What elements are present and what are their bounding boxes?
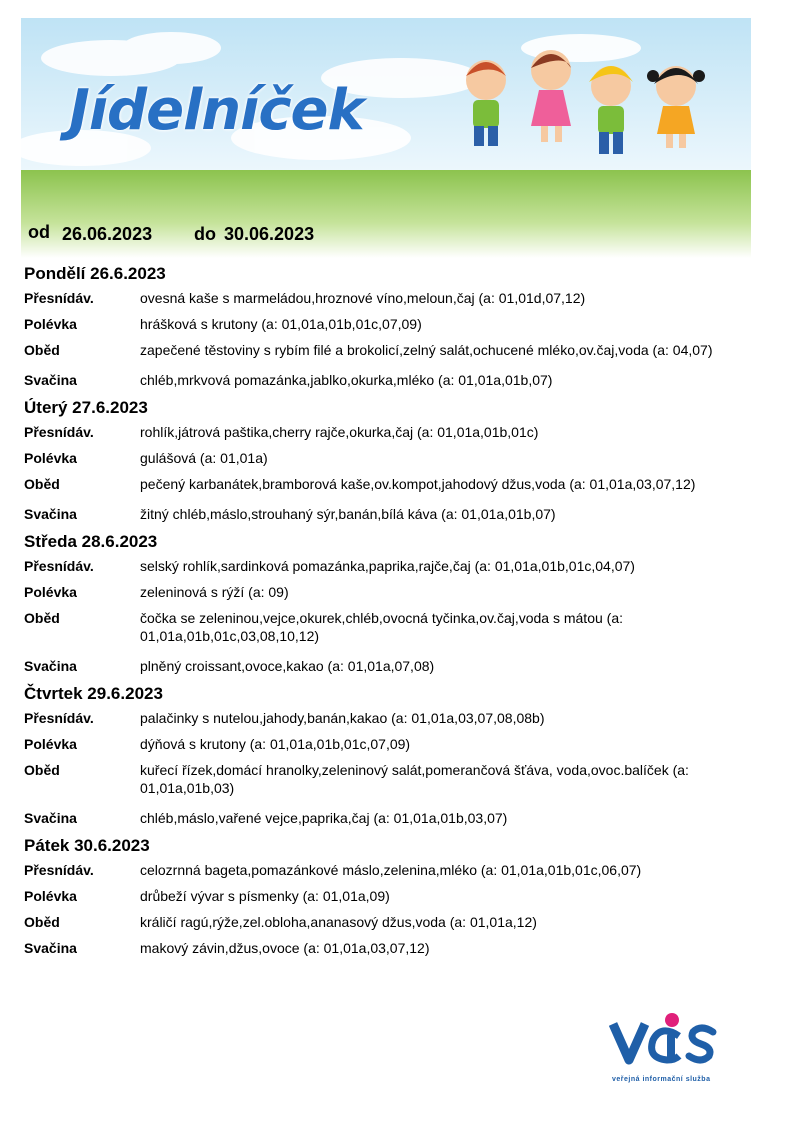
meal-snack-afternoon — [24, 657, 744, 675]
logo-subtitle: veřejná informační služba — [612, 1076, 711, 1083]
meal-text: pečený karbanátek,bramborová kaše,ov.kompot,jahodový džus,voda (a: 01,01a,03,07,12) — [140, 476, 696, 492]
meal-lunch — [24, 475, 744, 493]
meal-text: čočka se zeleninou,vejce,okurek,chléb,ovocná tyčinka,ov.čaj,voda s mátou (a: 01,01a,01b,01c,03,08,10,12) — [140, 610, 623, 644]
meal-snack-afternoon — [24, 939, 744, 957]
meal-label: Oběd — [24, 914, 60, 930]
period-to-date: 30.06.2023 — [224, 224, 315, 244]
meal-text: selský rohlík,sardinková pomazánka,paprika,rajče,čaj (a: 01,01a,01b,01c,04,07) — [140, 558, 635, 574]
meal-label: Svačina — [24, 810, 77, 826]
meal-label: Polévka — [24, 450, 77, 466]
meal-label: Svačina — [24, 506, 77, 522]
meal-text: hrášková s krutony (a: 01,01a,01b,01c,07,09) — [140, 316, 422, 332]
meal-snack-afternoon — [24, 371, 744, 389]
meal-snack-morning — [24, 557, 744, 575]
meal-label: Oběd — [24, 476, 60, 492]
period-to-label: do — [194, 224, 216, 244]
vis-logo — [609, 1010, 724, 1090]
day-title: Pondělí 26.6.2023 — [24, 264, 166, 283]
meal-label: Přesnídáv. — [24, 710, 94, 726]
header-banner — [21, 18, 751, 258]
day-monday — [24, 263, 744, 389]
meal-text: palačinky s nutelou,jahody,banán,kakao (a: 01,01a,03,07,08,08b) — [140, 710, 545, 726]
meal-soup — [24, 315, 744, 333]
meal-soup — [24, 735, 744, 753]
meal-snack-morning — [24, 423, 744, 441]
meal-soup — [24, 887, 744, 905]
meal-label: Polévka — [24, 888, 77, 904]
day-thursday — [24, 683, 744, 827]
period-from-label: od — [28, 222, 50, 242]
meal-text: chléb,máslo,vařené vejce,paprika,čaj (a: 01,01a,01b,03,07) — [140, 810, 508, 826]
meal-snack-morning — [24, 289, 744, 307]
meal-label: Polévka — [24, 584, 77, 600]
meal-text: ovesná kaše s marmeládou,hroznové víno,meloun,čaj (a: 01,01d,07,12) — [140, 290, 586, 306]
meal-text: žitný chléb,máslo,strouhaný sýr,banán,bílá káva (a: 01,01a,01b,07) — [140, 506, 556, 522]
meal-text: chléb,mrkvová pomazánka,jablko,okurka,mléko (a: 01,01a,01b,07) — [140, 372, 553, 388]
meal-lunch — [24, 913, 744, 931]
meal-label: Oběd — [24, 342, 60, 358]
meal-snack-afternoon — [24, 809, 744, 827]
day-title: Středa 28.6.2023 — [24, 532, 158, 551]
meal-lunch — [24, 341, 744, 359]
meal-lunch — [24, 609, 744, 645]
meal-label: Svačina — [24, 658, 77, 674]
meal-snack-morning — [24, 709, 744, 727]
period-from-date: 26.06.2023 — [62, 224, 153, 244]
page-title: Jídelníček — [69, 78, 364, 143]
day-title: Čtvrtek 29.6.2023 — [24, 684, 163, 703]
meal-label: Svačina — [24, 940, 77, 956]
meal-label: Přesnídáv. — [24, 424, 94, 440]
day-title: Pátek 30.6.2023 — [24, 836, 150, 855]
meal-text: dýňová s krutony (a: 01,01a,01b,01c,07,09) — [140, 736, 411, 752]
meal-lunch — [24, 761, 744, 797]
meal-text: celozrnná bageta,pomazánkové máslo,zelenina,mléko (a: 01,01a,01b,01c,06,07) — [140, 862, 642, 878]
day-wednesday — [24, 531, 744, 675]
meal-label: Přesnídáv. — [24, 290, 94, 306]
meal-text: kuřecí řízek,domácí hranolky,zeleninový salát,pomerančová šťáva, voda,ovoc.balíček (a: 01,01a,01b,03) — [140, 762, 689, 796]
day-friday — [24, 835, 744, 957]
meal-snack-afternoon — [24, 505, 744, 523]
meal-label: Oběd — [24, 610, 60, 626]
meal-soup — [24, 449, 744, 467]
meal-text: králičí ragú,rýže,zel.obloha,ananasový džus,voda (a: 01,01a,12) — [140, 914, 537, 930]
meal-label: Přesnídáv. — [24, 558, 94, 574]
meal-snack-morning — [24, 861, 744, 879]
meal-label: Svačina — [24, 372, 77, 388]
weekly-menu — [24, 263, 744, 965]
meal-text: zeleninová s rýží (a: 09) — [140, 584, 289, 600]
meal-text: plněný croissant,ovoce,kakao (a: 01,01a,07,08) — [140, 658, 435, 674]
meal-label: Přesnídáv. — [24, 862, 94, 878]
day-tuesday — [24, 397, 744, 523]
meal-text: makový závin,džus,ovoce (a: 01,01a,03,07,12) — [140, 940, 430, 956]
meal-text: drůbeží vývar s písmenky (a: 01,01a,09) — [140, 888, 390, 904]
meal-soup — [24, 583, 744, 601]
meal-text: rohlík,játrová paštika,cherry rajče,okurka,čaj (a: 01,01a,01b,01c) — [140, 424, 539, 440]
meal-text: zapečené těstoviny s rybím filé a brokolicí,zelný salát,ochucené mléko,ov.čaj,voda (a: 04,07) — [140, 342, 713, 358]
meal-text: gulášová (a: 01,01a) — [140, 450, 268, 466]
meal-label: Polévka — [24, 736, 77, 752]
day-title: Úterý 27.6.2023 — [24, 398, 148, 417]
vis-logo-icon — [609, 1010, 724, 1074]
meal-label: Polévka — [24, 316, 77, 332]
meal-label: Oběd — [24, 762, 60, 778]
